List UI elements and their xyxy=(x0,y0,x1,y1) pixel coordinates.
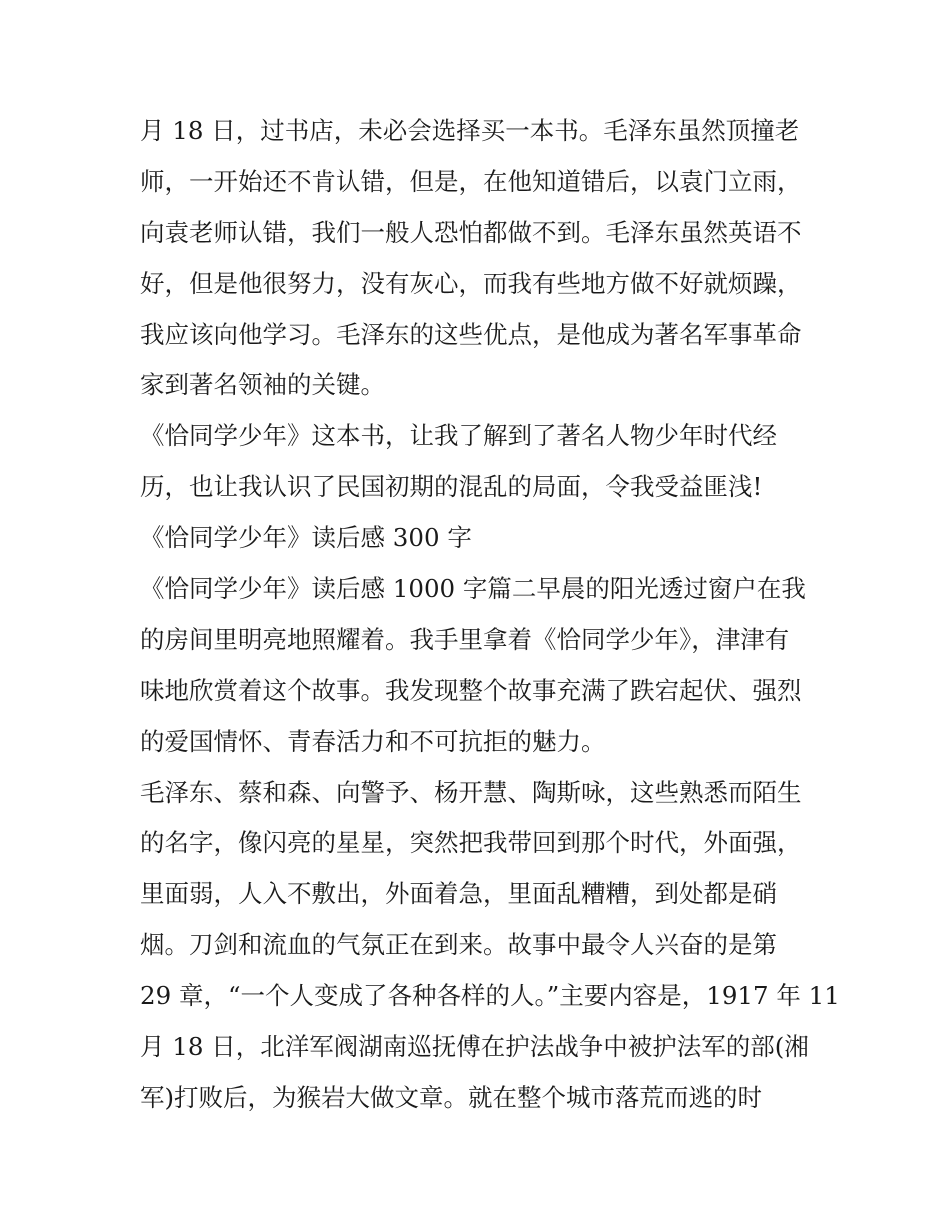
text-line: 的房间里明亮地照耀着。我手里拿着《恰同学少年》，津津有 xyxy=(140,624,790,654)
text-line: 毛泽东、蔡和森、向警予、杨开慧、陶斯咏，这些熟悉而陌生 xyxy=(140,777,802,807)
section-heading: 《恰同学少年》读后感 300 字 xyxy=(140,523,472,553)
text-line: 向袁老师认错，我们一般人恐怕都做不到。毛泽东虽然英语不 xyxy=(140,217,802,247)
document-body xyxy=(140,106,840,1124)
text-line: 历，也让我认识了民国初期的混乱的局面，令我受益匪浅! xyxy=(140,472,763,502)
text-line: 烟。刀剑和流血的气氛正在到来。故事中最令人兴奋的是第 xyxy=(140,930,777,960)
text-line: 我应该向他学习。毛泽东的这些优点，是他成为著名军事革命 xyxy=(140,319,802,349)
text-line: 里面弱，人入不敷出，外面着急，里面乱糟糟，到处都是硝 xyxy=(140,879,777,909)
text-line: 月 18 日，北洋军阀湖南巡抚傅在护法战争中被护法军的部(湘 xyxy=(140,1032,809,1062)
text-line: 师，一开始还不肯认错，但是，在他知道错后，以袁门立雨， xyxy=(140,166,802,196)
text-line: 《恰同学少年》这本书，让我了解到了著名人物少年时代经 xyxy=(140,421,777,451)
text-line: 军)打败后，为猴岩大做文章。就在整个城市落荒而逃的时 xyxy=(140,1082,763,1112)
text-line: 家到著名领袖的关键。 xyxy=(140,370,385,400)
text-line: 味地欣赏着这个故事。我发现整个故事充满了跌宕起伏、强烈 xyxy=(140,675,802,705)
text-line: 的爱国情怀、青春活力和不可抗拒的魅力。 xyxy=(140,726,606,756)
text-line: 的名字，像闪亮的星星，突然把我带回到那个时代，外面强， xyxy=(140,828,802,858)
text-line: 好，但是他很努力，没有灰心，而我有些地方做不好就烦躁， xyxy=(140,268,802,298)
text-line: 月 18 日，过书店，未必会选择买一本书。毛泽东虽然顶撞老 xyxy=(140,116,800,145)
text-line: 29 章，“一个人变成了各种各样的人。”主要内容是，1917 年 11 xyxy=(140,981,840,1011)
text-line: 《恰同学少年》读后感 1000 字篇二早晨的阳光透过窗户在我 xyxy=(140,574,806,604)
